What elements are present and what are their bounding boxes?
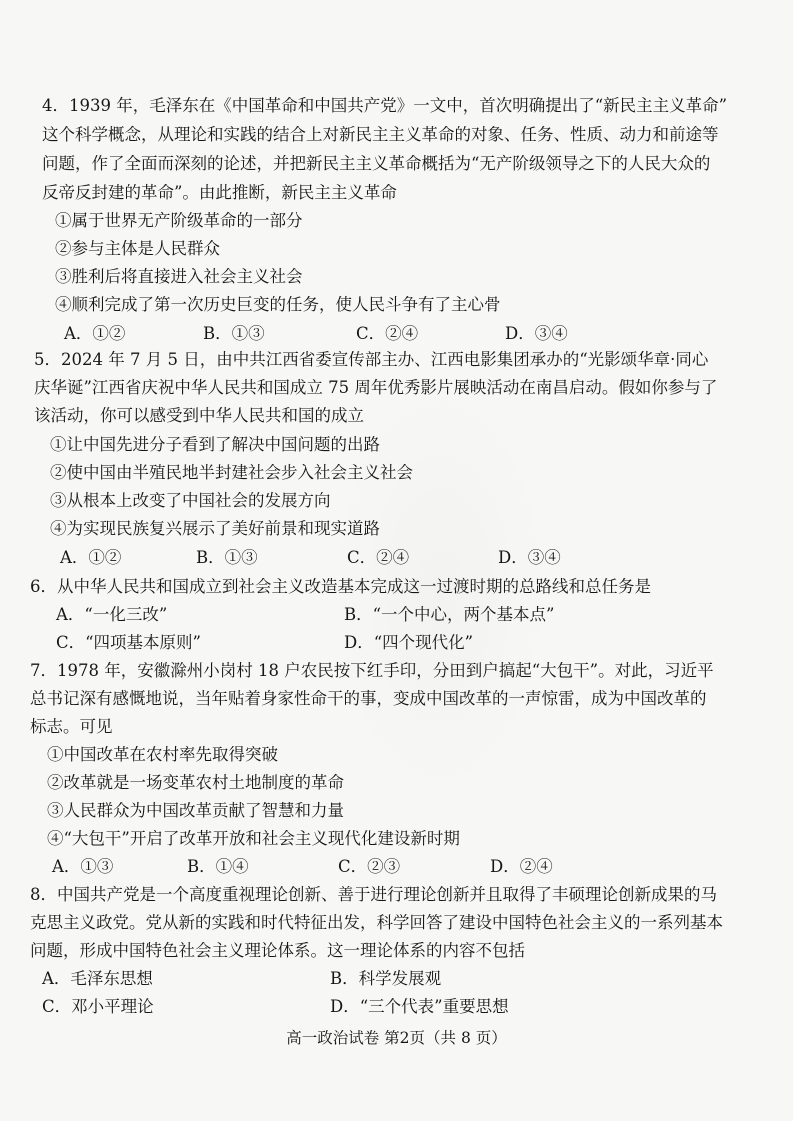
question-7-option-a: A．①③ <box>52 857 114 876</box>
question-5-statement-1: ①让中国先进分子看到了解决中国问题的出路 <box>50 435 380 454</box>
question-4-stem-line-1: 4．1939 年，毛泽东在《中国革命和中国共产党》一文中，首次明确提出了“新民主主义革命” <box>42 96 728 115</box>
question-5-stem-line-3: 该活动，你可以感受到中华人民共和国的成立 <box>34 406 364 425</box>
question-4-statement-3: ③胜利后将直接进入社会主义社会 <box>55 267 303 286</box>
question-4-option-a: A．①② <box>64 324 126 343</box>
question-4-statement-2: ②参与主体是人民群众 <box>55 239 220 258</box>
question-6-stem-line-1: 6．从中华人民共和国成立到社会主义改造基本完成这一过渡时期的总路线和总任务是 <box>30 577 651 596</box>
question-8-option-d: D．“三个代表”重要思想 <box>330 997 509 1016</box>
question-5-option-d: D．③④ <box>498 548 561 567</box>
question-7-statement-3: ③人民群众为中国改革贡献了智慧和力量 <box>47 801 344 820</box>
question-6-option-d: D．“四个现代化” <box>344 633 474 652</box>
question-7-stem-line-1: 7．1978 年，安徽滁州小岗村 18 户农民按下红手印，分田到户搞起“大包干”。对此，习近平 <box>30 661 714 680</box>
question-8-stem-line-1: 8．中国共产党是一个高度重视理论创新、善于进行理论创新并且取得了丰硕理论创新成果的马 <box>30 885 717 904</box>
question-7-option-b: B．①④ <box>187 857 249 876</box>
question-5-stem-line-2: 庆华诞”江西省庆祝中华人民共和国成立 75 周年优秀影片展映活动在南昌启动。假如你参与了 <box>34 378 718 397</box>
question-8-stem-line-2: 克思主义政党。党从新的实践和时代特征出发，科学回答了建设中国特色社会主义的一系列基本 <box>30 913 723 932</box>
page-footer: 高一政治试卷 第2页（共 8 页） <box>286 1029 507 1047</box>
question-5-option-c: C．②④ <box>347 548 410 567</box>
question-7-statement-2: ②改革就是一场变革农村土地制度的革命 <box>47 773 344 792</box>
question-7-statement-4: ④“大包干”开启了改革开放和社会主义现代化建设新时期 <box>47 829 460 848</box>
question-6-option-b: B．“一个中心，两个基本点” <box>344 605 555 624</box>
question-7-stem-line-3: 标志。可见 <box>30 717 113 736</box>
question-8-option-b: B．科学发展观 <box>330 969 442 988</box>
question-5-option-a: A．①② <box>60 548 122 567</box>
question-5-statement-3: ③从根本上改变了中国社会的发展方向 <box>50 491 331 510</box>
question-4-stem-line-2: 这个科学概念，从理论和实践的结合上对新民主主义革命的对象、任务、性质、动力和前途等 <box>42 125 719 144</box>
question-8-option-c: C．邓小平理论 <box>42 997 154 1016</box>
question-7-option-d: D．②④ <box>490 857 553 876</box>
question-4-option-b: B．①③ <box>203 324 265 343</box>
question-4-option-d: D．③④ <box>505 324 568 343</box>
question-4-option-c: C．②④ <box>356 324 419 343</box>
question-7-stem-line-2: 总书记深有感慨地说，当年贴着身家性命干的事，变成中国改革的一声惊雷，成为中国改革的 <box>30 689 707 708</box>
question-6-option-c: C．“四项基本原则” <box>56 633 201 652</box>
question-4-statement-4: ④顺利完成了第一次历史巨变的任务，使人民斗争有了主心骨 <box>55 295 501 314</box>
question-7-statement-1: ①中国改革在农村率先取得突破 <box>47 745 278 764</box>
question-4-stem-line-3: 问题，作了全面而深刻的论述，并把新民主主义革命概括为“无产阶级领导之下的人民大众的 <box>42 154 711 173</box>
question-4-statement-1: ①属于世界无产阶级革命的一部分 <box>55 211 303 230</box>
question-7-option-c: C．②③ <box>338 857 401 876</box>
question-5-statement-4: ④为实现民族复兴展示了美好前景和现实道路 <box>50 519 380 538</box>
question-4-stem-line-4: 反帝反封建的革命”。由此推断，新民主主义革命 <box>42 183 397 202</box>
question-6-option-a: A．“一化三改” <box>56 605 168 624</box>
question-5-statement-2: ②使中国由半殖民地半封建社会步入社会主义社会 <box>50 463 413 482</box>
question-8-stem-line-3: 问题，形成中国特色社会主义理论体系。这一理论体系的内容不包括 <box>30 941 525 960</box>
question-8-option-a: A．毛泽东思想 <box>42 969 153 988</box>
question-5-option-b: B．①③ <box>196 548 258 567</box>
question-5-stem-line-1: 5．2024 年 7 月 5 日，由中共江西省委宣传部主办、江西电影集团承办的“光影颂华章·同心 <box>34 350 709 369</box>
